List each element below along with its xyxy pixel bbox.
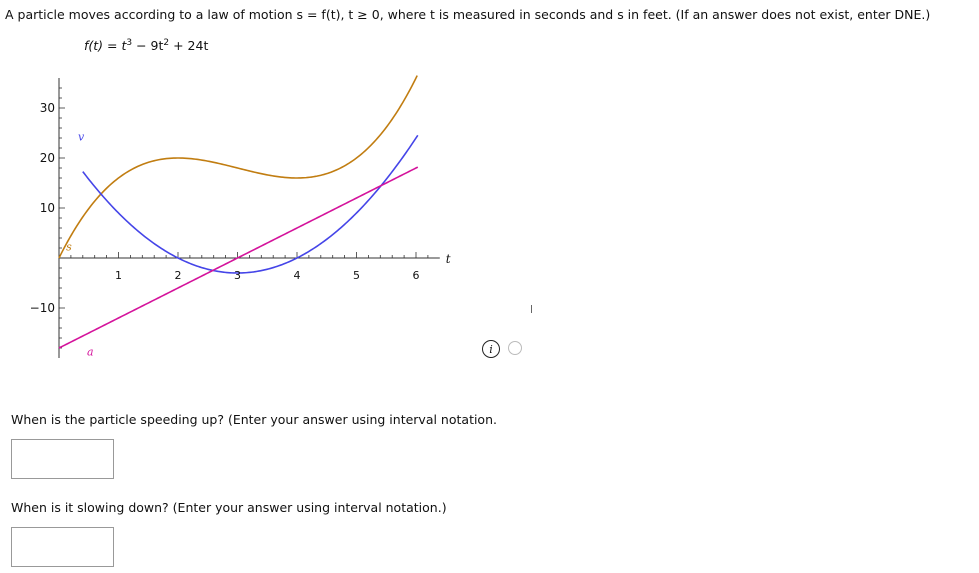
x-axis-label: t — [445, 252, 451, 266]
formula-exp2: 2 — [163, 38, 170, 48]
circle-icon[interactable] — [508, 341, 522, 355]
x-tick-label: 6 — [412, 269, 420, 282]
slowing-down-answer-input[interactable] — [11, 527, 114, 567]
formula-mid: − 9t — [132, 38, 164, 54]
formula-exp3: 3 — [126, 38, 133, 48]
x-tick-label: 3 — [234, 269, 241, 282]
graph-labels — [30, 101, 451, 359]
info-button[interactable] — [482, 340, 502, 360]
formula-rest: + 24t — [169, 38, 209, 54]
formula-lhs: f(t) = — [84, 38, 122, 54]
x-tick-label: 5 — [353, 269, 360, 282]
y-tick-label: 10 — [39, 201, 55, 215]
problem-statement: A particle moves according to a law of motion s = f(t), t ≥ 0, where t is measured in seconds and s in feet. (If an answer does not exist, enter DNE.) — [5, 7, 931, 22]
x-tick-label: 1 — [115, 269, 122, 282]
x-tick-label: 4 — [293, 269, 301, 282]
question-speeding-up: When is the particle speeding up? (Enter your answer using interval notation. — [11, 412, 497, 427]
y-tick-label: 20 — [39, 151, 55, 165]
speeding-up-answer-input[interactable] — [11, 439, 114, 479]
y-tick-label: 30 — [39, 101, 55, 115]
position-formula — [84, 38, 208, 53]
curve-s — [59, 76, 417, 258]
curves — [59, 76, 418, 348]
y-tick-label: −10 — [29, 301, 55, 315]
divider-mark — [531, 305, 532, 313]
curve-label-s: s — [66, 240, 72, 254]
formula-t3: t — [121, 38, 127, 54]
axes — [59, 78, 440, 358]
x-tick-label: 2 — [174, 269, 182, 282]
motion-graph — [0, 60, 460, 360]
curve-label-a: a — [86, 345, 94, 359]
curve-label-v: v — [78, 130, 85, 144]
question-slowing-down: When is it slowing down? (Enter your answer using interval notation.) — [11, 500, 447, 515]
info-icon[interactable]: i — [482, 340, 500, 358]
